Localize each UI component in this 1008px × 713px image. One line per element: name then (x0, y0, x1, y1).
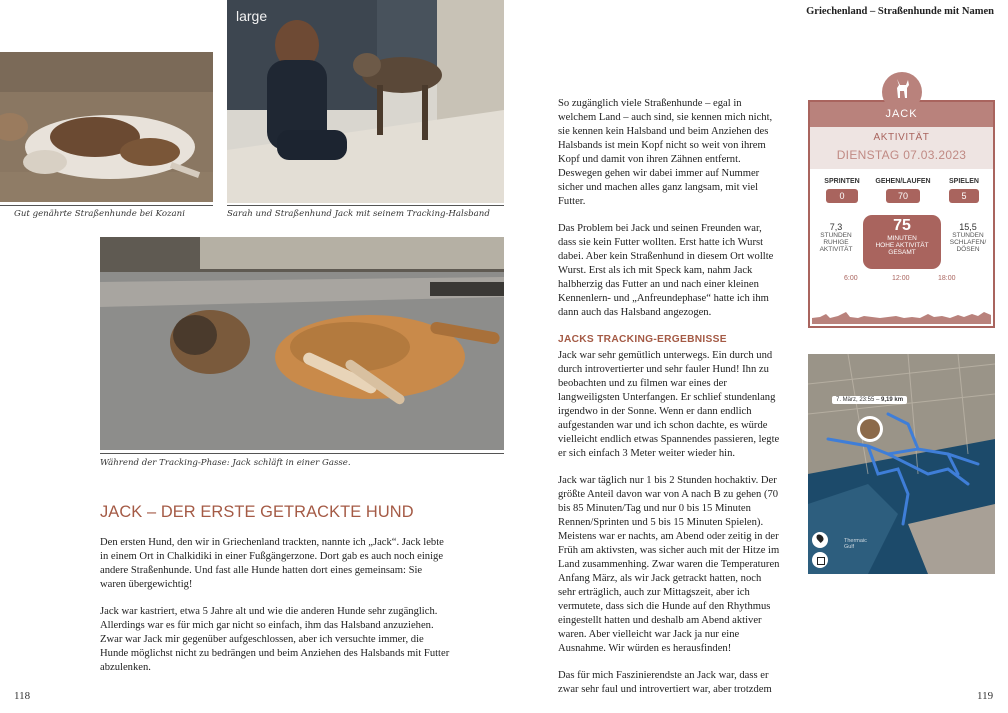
storefront-sign: large (236, 8, 268, 24)
widget-dog-name: JACK (885, 108, 918, 120)
right-paragraph-3: Jack war sehr gemütlich unterwegs. Ein durch und durch introvertierter und sehr fauler Hund! Ihn zu beobachten und zu filmen war eines der langweiligsten Unterfangen. Er schlief stundenlang irgendwo in der Sonne. Wenn er dann endlich aufgestanden war und ich schon dachte, es würde vielleicht endlich etwas Spannendes passieren, legte er sich einfach 3 Meter weiter wieder hin. (558, 350, 780, 459)
stat-schlafen (944, 222, 992, 253)
right-paragraph-5: Das für mich Faszinierendste an Jack war, dass er zwar sehr faul und introvertiert war, aber trotzdem (558, 670, 772, 695)
activity-widget (808, 100, 995, 328)
stat-hoch-line3: GESAMT (888, 249, 916, 256)
stat-schlafen-value: 15,5 (959, 222, 977, 232)
stat-schlafen-line1: STUNDEN (952, 232, 984, 239)
layers-icon[interactable] (817, 557, 825, 565)
stat-ruhig-value: 7,3 (829, 222, 843, 232)
activity-sparkline (812, 290, 991, 324)
caption-rule-3 (100, 453, 504, 454)
left-paragraph-1: Den ersten Hund, den wir in Griechenland trackten, nannte ich „Jack“. Jack lebte in einem Ort in Chalkidiki in einer Fußgängerzone. Dort gab es auch noch einige andere Straßenhunde. Und fast alle Hunde hatten dort eines gemeinsam: Sie waren übergewichtig! (100, 537, 444, 590)
map-tooltip (832, 396, 907, 404)
stat-spielen (938, 178, 990, 203)
caption-rule-1 (0, 205, 213, 206)
page-number-right: 119 (977, 690, 994, 702)
caption-photo1: Gut genährte Straßenhunde bei Kozani (14, 209, 185, 219)
stat-gehen-label: GEHEN/LAUFEN (875, 178, 931, 185)
map-tooltip-distance: 9,19 km (881, 397, 904, 403)
stat-sprinten (816, 178, 868, 203)
stat-ruhig (812, 222, 860, 253)
map-tooltip-date: 7. März, 23:55 – (836, 397, 882, 403)
stat-spielen-value: 5 (949, 189, 979, 203)
stat-hoch-line2: HOHE AKTIVITÄT (875, 242, 929, 249)
caption-rule-2 (227, 205, 504, 206)
left-article-body (100, 536, 450, 688)
stat-ruhig-line2: RUHIGE (823, 239, 849, 246)
article-heading: JACK – DER ERSTE GETRACKTE HUND (100, 503, 414, 521)
stat-spielen-label: SPIELEN (949, 178, 979, 185)
stat-sprinten-label: SPRINTEN (824, 178, 860, 185)
caption-photo3: Während der Tracking-Phase: Jack schläft in einer Gasse. (100, 458, 351, 468)
caption-photo2: Sarah und Straßenhund Jack mit seinem Tracking-Halsband (227, 209, 490, 219)
right-paragraph-4: Jack war täglich nur 1 bis 2 Stunden hochaktiv. Der größte Anteil davon war von A nach B zu gehen (70 bis 85 Minuten/Tag und nur 0 bis 15 Minuten Rennen/Sprinten und 5 bis 15 Minuten Spielen). Meistens war er nachts, am Abend oder zeitig in der Früh am aktivsten, was sicher auch mit der Hitze im Land zusammenhing. Zwar waren die Temperaturen Anfang März, als wir Jack getrackt hatten, noch sehr erträglich, auch zur Mittagszeit, aber ich vermutete, dass sich die Hunde auf den Rhythmus eingestellt hatten und deshalb am Abend aktiver waren. Aber vielleicht war Jack ja nur eine Ausnahme. Wir würden es herausfinden! (558, 475, 780, 654)
widget-date: DIENSTAG 07.03.2023 (836, 148, 967, 162)
time-label-18: 18:00 (938, 275, 956, 282)
right-article-body (558, 97, 780, 710)
map-place-label: Thermaic Gulf (844, 538, 867, 550)
stat-hoch-value: 75 (893, 217, 911, 234)
stat-schlafen-line3: DÖSEN (956, 246, 980, 253)
right-paragraph-2: Das Problem bei Jack und seinen Freunden war, dass sie kein Futter wollten. Erst hatte ich Wurst dabei. Aber kein Straßenhund in diesem Ort wollte Wurst. Erst als ich mit Speck kam, nahm Jack halbherzig das Futter an und nach einer kleinen Kennenlern- und „Anfreundephase“ hatte ich ihm dann auch das Halsband angezogen. (558, 223, 774, 318)
time-label-6: 6:00 (844, 275, 858, 282)
dog-silhouette-icon (888, 76, 916, 104)
stat-gehen-value: 70 (886, 189, 920, 203)
gps-map (808, 354, 995, 574)
photo-dogs-kozani (0, 52, 213, 202)
widget-activity-label: AKTIVITÄT (873, 132, 930, 143)
stat-schlafen-line2: SCHLAFEN/ (949, 239, 987, 246)
time-label-12: 12:00 (892, 275, 910, 282)
stat-ruhig-line3: AKTIVITÄT (819, 246, 853, 253)
left-paragraph-2: Jack war kastriert, etwa 5 Jahre alt und wie die anderen Hunde sehr zugänglich. Allerdings war es für mich gar nicht so einfach, ihm das Halsband anzuziehen. Zwar war Jack mir gegenüber aufgeschlossen, aber ich versuchte immer, die Hunde möglichst nicht zu bedrängen und beim Anziehen des Halsbands mit Futter abzulenken. (100, 606, 450, 673)
stat-hoch-aktiv (863, 215, 941, 269)
photo-jack-sleeping (100, 237, 504, 450)
stat-hoch-line1: MINUTEN (887, 235, 917, 242)
photo-sarah-and-jack (227, 0, 504, 203)
tracking-results-heading: JACKS TRACKING-ERGEBNISSE (558, 334, 727, 345)
running-header: Griechenland – Straßenhunde mit Namen (806, 6, 994, 17)
stat-gehen (868, 178, 938, 203)
stat-sprinten-value: 0 (826, 189, 858, 203)
page-number-left: 118 (14, 690, 31, 702)
stat-ruhig-line1: STUNDEN (820, 232, 852, 239)
right-paragraph-1: So zugänglich viele Straßenhunde – egal in welchem Land – auch sind, sie kennen mich nicht, sie kennen kein Halsband und beim Anziehen des Halsbands ist mein Kopf nicht so weit von ihrem Kopf und damit von ihren Zähnen entfernt. Deswegen gehen wir dabei immer auf Nummer sicher und machen alles ganz langsam, mit viel Futter. (558, 98, 773, 207)
